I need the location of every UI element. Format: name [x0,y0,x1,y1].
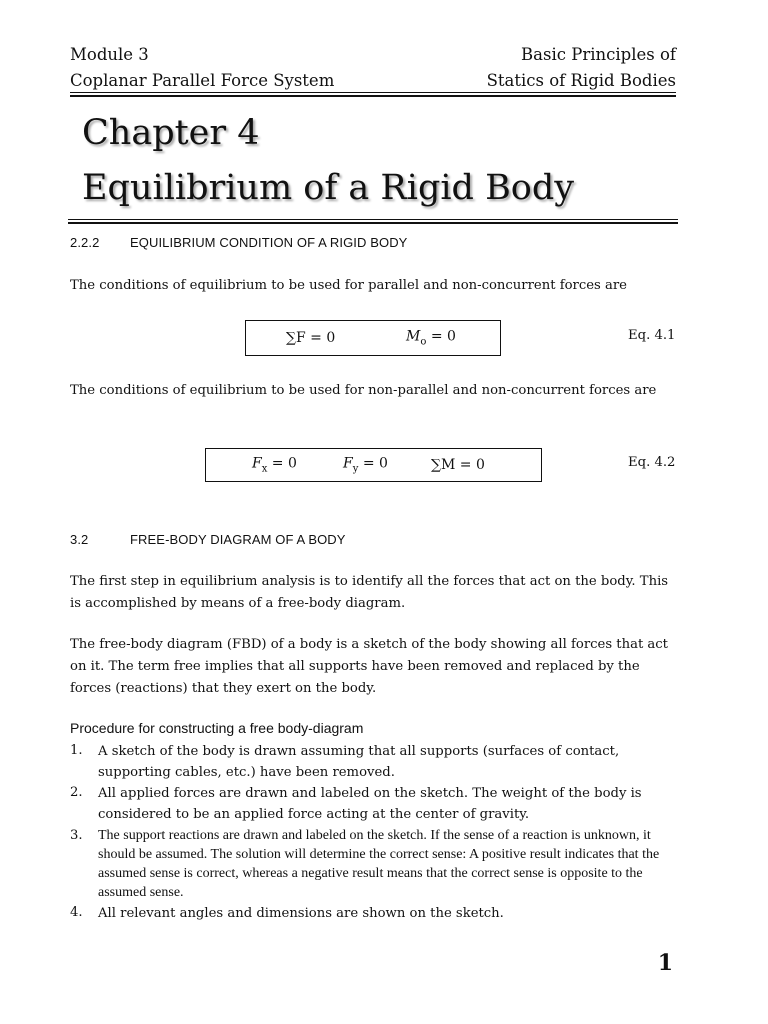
section-number: 2.2.2 [70,235,100,250]
list-item-number: 4. [70,905,83,920]
equation-sum-forces: ∑F = 0 [286,330,336,346]
list-item: All applied forces are drawn and labeled on the sketch. The weight of the body is considered to be an applied force acting at the center of gravity. [98,786,642,822]
chapter-number: Chapter 4 [82,113,260,153]
section-heading: FREE-BODY DIAGRAM OF A BODY [130,532,346,547]
paragraph: The free-body diagram (FBD) of a body is a sketch of the body showing all forces that act on it. The term free implies that all supports have been removed and replaced by the forces (reactions) that they exert on the body. [70,637,668,696]
header-rule-thick [70,95,676,97]
section-number: 3.2 [70,532,89,547]
course-title-line2: Statics of Rigid Bodies [486,71,676,90]
page-number: 1 [657,950,673,976]
paragraph: The first step in equilibrium analysis is to identify all the forces that act on the body. This is accomplished by means of a free-body diagram. [70,574,669,611]
equation-label: Eq. 4.2 [628,455,676,470]
running-header-left [70,42,334,94]
list-item: The support reactions are drawn and labeled on the sketch. If the sense of a reaction is unknown, it should be assumed. The solution will determine the correct sense: A positive result indicates that the assumed sense is correct, whereas a negative result means that the correct sense is opposite to the assumed sense. [98,828,660,900]
equation-box-4-2 [205,448,542,482]
equation-moment: $M_o = 0$ [406,328,456,348]
list-item-number: 2. [70,785,83,800]
chapter-rule-thick [68,222,678,224]
running-header-right [487,42,676,94]
paragraph: The conditions of equilibrium to be used for parallel and non-concurrent forces are [70,278,627,293]
equation-box-4-1 [245,320,501,356]
equation-fx: $F_x = 0$ [252,455,297,475]
section-heading: EQUILIBRIUM CONDITION OF A RIGID BODY [130,235,408,250]
list-item: All relevant angles and dimensions are shown on the sketch. [98,906,504,921]
chapter-rule-thin [68,219,678,220]
procedure-heading: Procedure for constructing a free body-diagram [70,720,364,736]
course-title-line1: Basic Principles of [521,45,676,64]
equation-sum-moments: ∑M = 0 [431,457,485,473]
header-rule-thin [70,92,676,93]
list-item-number: 3. [70,828,83,843]
chapter-title: Equilibrium of a Rigid Body [82,168,575,208]
module-topic: Coplanar Parallel Force System [70,71,335,90]
module-label: Module 3 [70,45,149,64]
paragraph: The conditions of equilibrium to be used for non-parallel and non-concurrent forces are [70,383,657,398]
equation-label: Eq. 4.1 [628,328,676,343]
list-item-number: 1. [70,743,83,758]
list-item: A sketch of the body is drawn assuming that all supports (surfaces of contact, supporting cables, etc.) have been removed. [98,744,620,780]
equation-fy: $F_y = 0$ [343,455,388,475]
